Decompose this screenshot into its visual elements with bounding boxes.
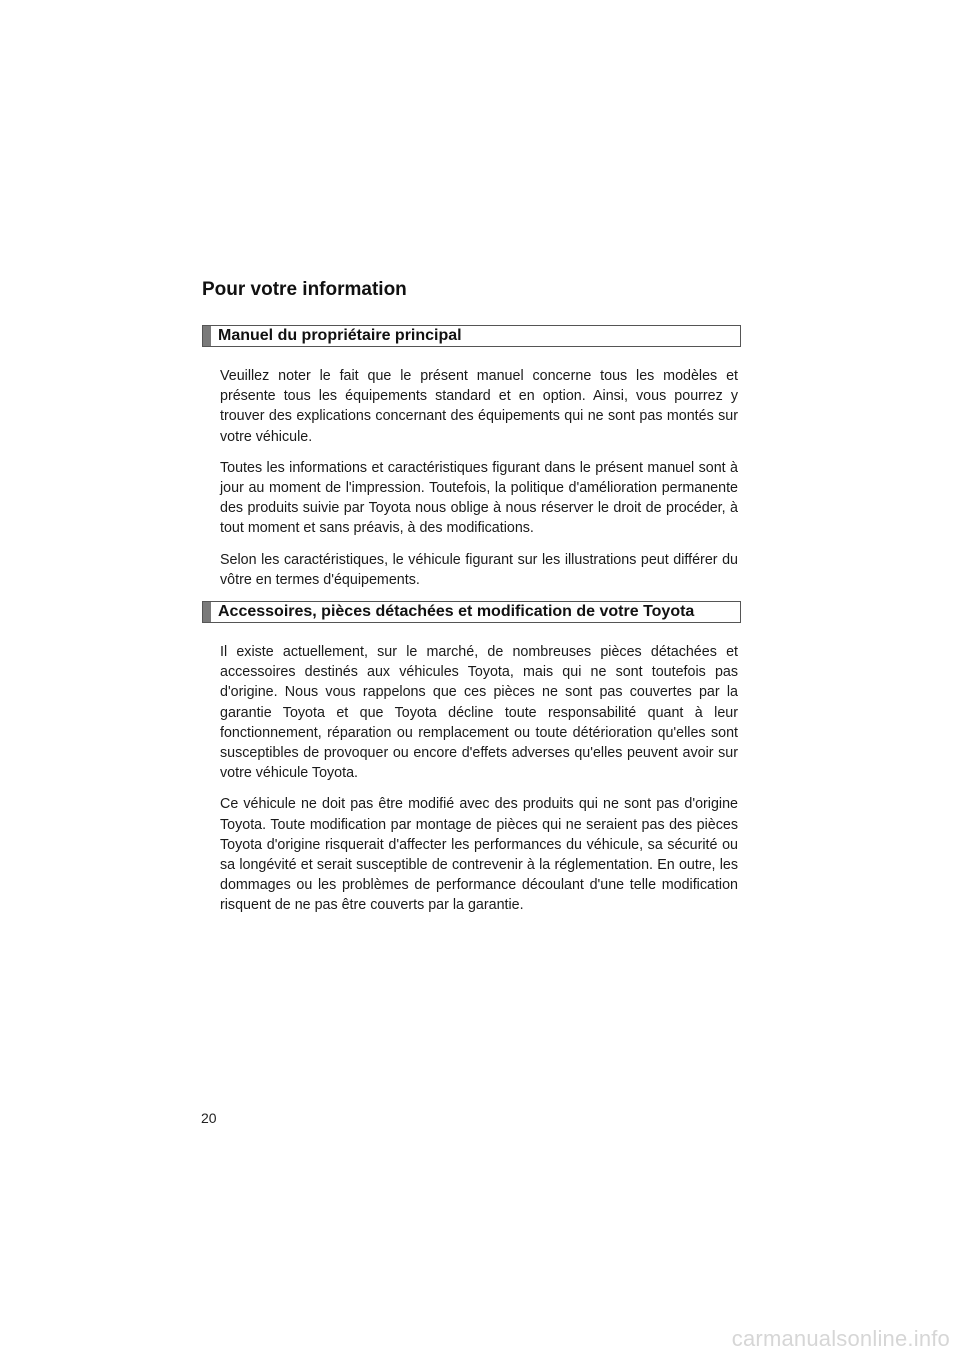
watermark: carmanualsonline.info bbox=[731, 1326, 950, 1351]
paragraph: Veuillez noter le fait que le présent manuel concerne tous les modèles et présente tous les équipements standard et en option. Ainsi, vous pourrez y trouver des explications concernant des équipements qui ne sont pas montés sur votre véhicule. bbox=[220, 368, 738, 445]
section-header-manuel bbox=[202, 325, 741, 347]
section-header-accessoires bbox=[202, 601, 741, 623]
page-title: Pour votre information bbox=[202, 279, 407, 300]
paragraph: Selon les caractéristiques, le véhicule figurant sur les illustrations peut différer du vôtre en termes d'équipements. bbox=[220, 551, 738, 588]
page-number: 20 bbox=[201, 1110, 217, 1126]
section-body-manuel bbox=[220, 366, 738, 601]
section-header-bar bbox=[203, 326, 211, 346]
paragraph: Il existe actuellement, sur le marché, de nombreuses pièces détachées et accessoires destinés aux véhicules Toyota, mais qui ne sont toutefois pas d'origine. Nous vous rappelons que ces pièces ne sont pas couvertes par la garantie Toyota et que Toyota décline toute responsabilité quant à leur fonctionnement, réparation ou remplacement ou toute détérioration qu'elles sont susceptibles de provoquer ou encore d'effets adverses qu'elles peuvent avoir sur votre véhicule Toyota. bbox=[220, 644, 738, 782]
section-body-accessoires bbox=[220, 642, 738, 927]
paragraph: Ce véhicule ne doit pas être modifié avec des produits qui ne sont pas d'origine Toyota. Toute modification par montage de pièces qui ne seraient pas des pièces Toyota d'origine risquerait d'affecter les performances du véhicule, sa sécurité ou sa longévité et serait susceptible de contrevenir à la réglementation. En outre, les dommages ou les problèmes de performance découlant d'une telle modification risquent de ne pas être couverts par la garantie. bbox=[220, 796, 738, 914]
section-header-bar bbox=[203, 602, 211, 622]
paragraph: Toutes les informations et caractéristiques figurant dans le présent manuel sont à jour au moment de l'impression. Toutefois, la politique d'amélioration permanente des produits suivie par Toyota nous oblige à nous réserver le droit de procéder, à tout moment et sans préavis, à des modifications. bbox=[220, 459, 738, 537]
section-heading: Manuel du propriétaire principal bbox=[218, 327, 462, 344]
section-heading: Accessoires, pièces détachées et modification de votre Toyota bbox=[218, 603, 695, 620]
